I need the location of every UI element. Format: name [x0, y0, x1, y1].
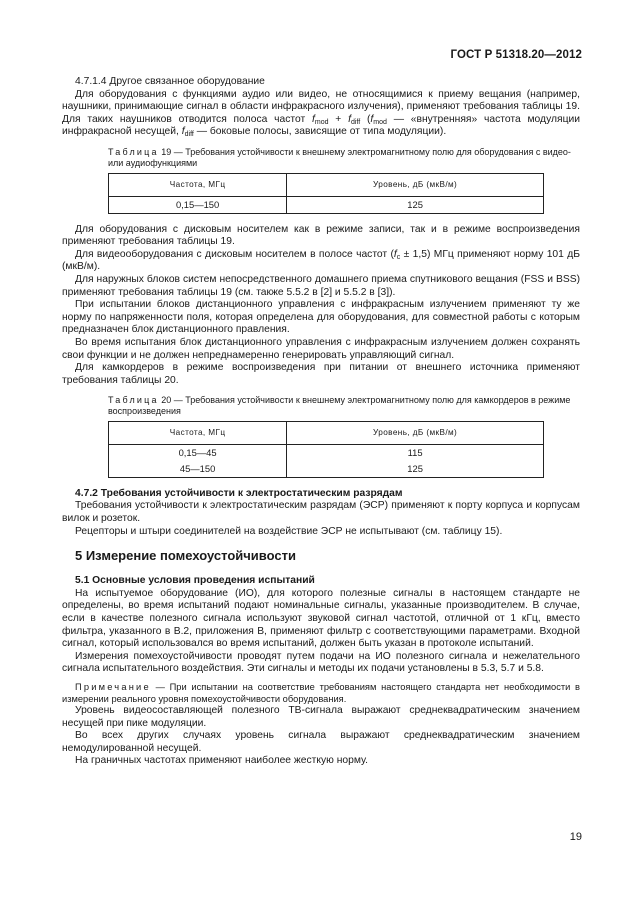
- document-body: [62, 76, 580, 768]
- table-19-cell-frequency: 0,15—150: [109, 196, 287, 213]
- paragraph-remote-functions: Во время испытания блок дистанционного управления с инфракрасным излучением должен сохранять свои функции и не должен непреднамеренно генерировать управляющий сигнал.: [62, 336, 580, 361]
- table-row: [109, 444, 544, 461]
- section-51-paragraph-3: Уровень видеосоставляющей полезного ТВ-сигнала выражают среднеквадратическим значением несущей при пике модуляции.: [62, 705, 580, 729]
- table-19: [108, 173, 544, 214]
- table-19-header-level: Уровень, дБ (мкВ/м): [287, 173, 544, 196]
- section-51-paragraph-4: Во всех других случаях уровень сигнала выражают среднеквадратическим значением немодулированной несущей.: [62, 730, 580, 754]
- section-4714-paragraph: Для оборудования с функциями аудио или видео, не относящимися к приему вещания (например, наушники, принимающие сигнал в области инфракрасного излучения), применяют требования таблицы 19. Для таких наушников отводится полоса частот $f_{mod} + f_{diff}$ ($f_{mod}$ — «внутренняя» частота модуляции инфракрасной несущей, $f_{diff}$ — боковые полосы, зависящие от типа модуляции).: [62, 88, 580, 139]
- section-472-paragraph-1: Требования устойчивости к электростатическим разрядам (ЭСР) применяют к порту корпуса и корпусам вилок и розеток.: [62, 500, 580, 525]
- table-row: [109, 461, 544, 478]
- section-5-title: 5 Измерение помехоустойчивости: [75, 548, 296, 564]
- table-20-cell-level: 115: [287, 444, 544, 461]
- paragraph-camcorders: Для камкордеров в режиме воспроизведения при питании от внешнего источника применяют требования таблицы 20.: [62, 362, 580, 386]
- table-20-cell-frequency: 0,15—45: [109, 444, 287, 461]
- table-row: [109, 196, 544, 213]
- section-472-title: 4.7.2 Требования устойчивости к электростатическим разрядам: [75, 487, 403, 499]
- paragraph-disk-media: Для оборудования с дисковым носителем как в режиме записи, так и в режиме воспроизведения применяют требования таблицы 19.: [62, 223, 580, 248]
- standard-header: ГОСТ Р 51318.20—2012: [450, 49, 582, 61]
- table-20: [108, 421, 544, 478]
- section-51-title: 5.1 Основные условия проведения испытаний: [75, 575, 315, 587]
- table-20-header-level: Уровень, дБ (мкВ/м): [287, 421, 544, 444]
- table-20-caption: Таблица 20 — Требования устойчивости к внешнему электромагнитному полю для камкордеров в режиме воспроизведения: [108, 395, 571, 417]
- paragraph-video-disk: Для видеооборудования с дисковым носителем в полосе частот $(f_c \pm 1,5)$ МГц применяют норму 101 дБ (мкВ/м).: [62, 248, 581, 273]
- section-51-paragraph-5: На граничных частотах применяют наиболее жесткую норму.: [75, 755, 369, 767]
- table-20-cell-level: 125: [287, 461, 544, 478]
- table-19-caption: Таблица 19 — Требования устойчивости к внешнему электромагнитному полю для оборудования с видео- или аудиофункциями: [108, 146, 571, 168]
- table-20-header-frequency: Частота, МГц: [109, 421, 287, 444]
- table-19-cell-level: 125: [287, 196, 544, 213]
- table-19-header-frequency: Частота, МГц: [109, 173, 287, 196]
- section-4714-title: 4.7.1.4 Другое связанное оборудование: [75, 76, 265, 87]
- paragraph-remote-control: При испытании блоков дистанционного управления с инфракрасным излучением применяют ту же норму по напряженности поля, которая определена для оборудования, для совместной работы с которым предназначен блок дистанционного правления.: [62, 299, 580, 336]
- page-number: 19: [569, 831, 582, 843]
- section-472-paragraph-2: Рецепторы и штыри соединителей на воздействие ЭСР не испытывают (см. таблицу 15).: [75, 525, 503, 537]
- section-51-paragraph-1: На испытуемое оборудование (ИО), для которого полезные сигналы в настоящем стандарте не определены, во время испытаний подают номинальные сигналы, указанные производителем. В случае, если в качестве полезного сигнала используют звуковой сигнал частотой, отличной от 1 кГц, вместо фильтра, указанного в В.2, приложения В, применяют фильтр с соответствующими параметрами. Входной сигнал, который использовался во время испытаний, должен быть указан в протоколе испытаний.: [62, 587, 580, 650]
- section-51-paragraph-2: Измерения помехоустойчивости проводят путем подачи на ИО полезного сигнала и нежелательного сигнала испытательного воздействия. Эти сигналы и методы их подачи установлены в 5.3, 5.7 и 5.8.: [62, 650, 580, 675]
- paragraph-satellite: Для наружных блоков систем непосредственного домашнего приема спутникового вещания (FSS и BSS) применяют требования таблицы 19 (см. также 5.5.2 в [2] и 5.5.2 в [3]).: [62, 273, 580, 298]
- table-20-cell-frequency: 45—150: [109, 461, 287, 478]
- note: Примечание — При испытании на соответствие требованиям настоящего стандарта нет необходимости в измерении реального уровня помехоустойчивости оборудования.: [62, 682, 580, 704]
